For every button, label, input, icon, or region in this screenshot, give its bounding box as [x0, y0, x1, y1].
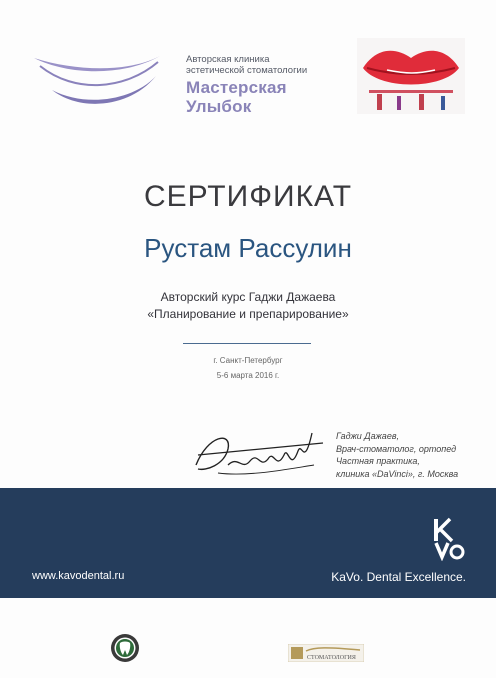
signer-info: Гаджи Дажаев, Врач-стоматолог, ортопед Частная практика, клиника «DaVinci», г. Москва — [336, 431, 459, 479]
footer-logo-text: СТОМАТОЛОГИЯ — [307, 655, 356, 661]
smile-logo-icon — [30, 50, 165, 120]
kavo-tagline: KaVo. Dental Excellence. — [331, 570, 466, 584]
seal-emblem-icon — [110, 633, 140, 663]
kavo-logo-icon — [430, 515, 466, 561]
recipient-name: Рустам Рассулин — [144, 233, 352, 263]
event-date: 5-6 марта 2016 г. — [216, 371, 280, 380]
event-city: г. Санкт-Петербург — [213, 356, 283, 365]
clinic-name: Мастерская Улыбок — [186, 78, 287, 116]
clinic-footer-logo — [288, 644, 364, 662]
course-title: «Планирование и препарирование» — [147, 307, 349, 321]
clinic-subtitle: Авторская клиника эстетической стоматологии — [186, 54, 308, 76]
divider — [183, 343, 311, 344]
signature — [188, 425, 328, 485]
lips-illustration-icon — [357, 38, 465, 114]
course-author: Авторский курс Гаджи Дажаева — [160, 290, 336, 304]
certificate-title: СЕРТИФИКАТ — [143, 180, 353, 213]
website-link[interactable]: www.kavodental.ru — [32, 570, 125, 582]
